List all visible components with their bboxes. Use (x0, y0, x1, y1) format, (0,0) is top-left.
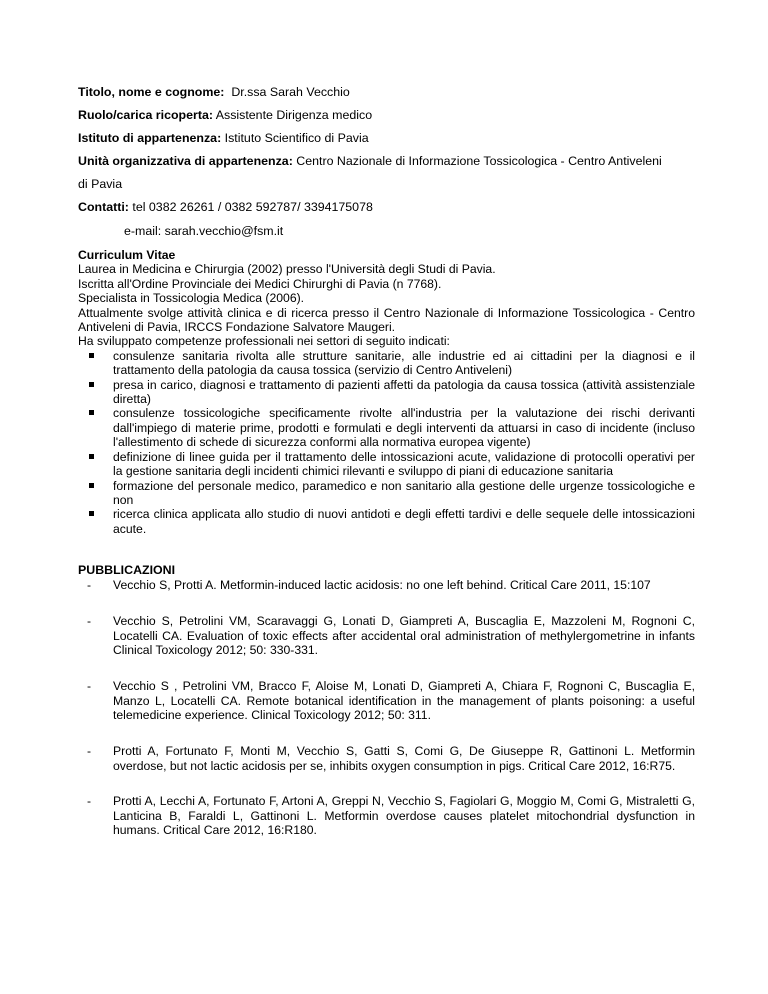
field-titolo-label: Titolo, nome e cognome (78, 85, 221, 99)
dash-bullet: - (87, 744, 92, 758)
square-bullet-icon (89, 454, 94, 459)
cv-bullet-item: consulenze tossicologiche specificamente rivolte all'industria per la valutazione dei rischi derivanti dall'impiego di materie prime, prodotti e formulati e degli interventi da attuarsi in caso di incidente (incluso l'allestimento di schede di sicurezza conformi alla normativa europea vigente) (78, 406, 695, 449)
field-contatti (78, 199, 373, 215)
dash-bullet: - (87, 614, 92, 628)
cv-bullet-item: definizione di linee guida per il trattamento delle intossicazioni acute, validazione di protocolli operativi per la gestione sanitaria degli incidenti chimici rilevanti e sviluppo di piani di educazione sanitaria (78, 450, 695, 479)
square-bullet-icon (89, 382, 94, 387)
cv-section (78, 248, 695, 536)
publications-title: PUBBLICAZIONI (78, 563, 176, 577)
field-contatti-value: tel 0382 26261 / 0382 592787/ 3394175078 (132, 200, 373, 214)
field-email: e-mail: sarah.vecchio@fsm.it (124, 224, 284, 238)
publication-text: Protti A, Fortunato F, Monti M, Vecchio S, Gatti S, Comi G, De Giuseppe R, Gattinoni L. Metformin overdose, but not lactic acidosis per se, inhibits oxygen consumption in pigs. Critical Care 2012, 16:R75. (113, 744, 695, 773)
field-contatti-label: Contatti: (78, 200, 129, 214)
publication-text: Protti A, Lecchi A, Fortunato F, Artoni A, Greppi N, Vecchio S, Fagiolari G, Moggio M, Comi G, Mistraletti G, Lanticina B, Faraldi L, Gattinoni L. Metformin overdose causes platelet mitochondrial dysfunction in humans. Critical Care 2012, 16:R180. (113, 794, 695, 838)
cv-bullet-item: consulenze sanitaria rivolta alle strutture sanitarie, alle industrie ed ai cittadini per la diagnosi e il trattamento della patologia da causa tossica (servizio di Centro Antiveleni) (78, 349, 695, 378)
square-bullet-icon (89, 410, 94, 415)
field-istituto-value: Istituto Scientifico di Pavia (224, 131, 369, 145)
field-ruolo: Ruolo/carica ricoperta: Assistente Dirigenza medico (78, 108, 373, 122)
field-unita-line2: di Pavia (78, 177, 123, 191)
cv-line: Iscritta all'Ordine Provinciale dei Medici Chirurghi di Pavia (n 7768). (78, 276, 442, 291)
publication-text: Vecchio S, Protti A. Metformin-induced lactic acidosis: no one left behind. Critical Care 2011, 15:107 (113, 578, 651, 592)
publication-text: Vecchio S, Petrolini VM, Scaravaggi G, Lonati D, Giampreti A, Buscaglia E, Mazzoleni M, Rognoni C, Locatelli CA. Evaluation of toxic effects after accidental oral administration of methylergometrine in infants Clinical Toxicology 2012; 50: 330-331. (113, 614, 695, 658)
cv-bullet-item: ricerca clinica applicata allo studio di nuovi antidoti e degli effetti tardivi e delle sequele delle intossicazioni acute. (78, 507, 695, 536)
square-bullet-icon (89, 353, 94, 358)
cv-bullet-list (78, 349, 695, 536)
field-ruolo-value: Assistente Dirigenza medico (215, 108, 373, 122)
publication-item (78, 794, 695, 838)
cv-title: Curriculum Vitae (78, 248, 176, 262)
dash-bullet: - (87, 679, 92, 693)
field-unita-label: Unità organizzativa di appartenenza (78, 154, 289, 168)
field-titolo-value: Dr.ssa Sarah Vecchio (231, 85, 350, 99)
field-istituto: Istituto di appartenenza: Istituto Scientifico di Pavia (78, 131, 369, 145)
field-titolo: Titolo, nome e cognome: Dr.ssa Sarah Vecchio (78, 85, 350, 99)
square-bullet-icon (89, 483, 94, 488)
field-istituto-label: Istituto di appartenenza (78, 131, 218, 145)
publication-item (78, 679, 695, 723)
dash-bullet: - (87, 578, 92, 592)
cv-line: Laurea in Medicina e Chirurgia (2002) presso l'Università degli Studi di Pavia. (78, 262, 496, 277)
square-bullet-icon (89, 511, 94, 516)
cv-line: Specialista in Tossicologia Medica (2006). (78, 291, 305, 306)
publication-item (78, 578, 695, 593)
publication-item (78, 614, 695, 658)
field-unita: Unità organizzativa di appartenenza: Centro Nazionale di Informazione Tossicologica - Centro Antiveleni (78, 154, 662, 168)
cv-bullet-item: presa in carico, diagnosi e trattamento di pazienti affetti da patologia da causa tossica (attività assistenziale diretta) (78, 378, 695, 407)
field-unita-value-line1: Centro Nazionale di Informazione Tossicologica - Centro Antiveleni (296, 154, 662, 168)
publication-text: Vecchio S , Petrolini VM, Bracco F, Aloise M, Lonati D, Giampreti A, Chiara F, Rognoni C, Buscaglia E, Manzo L, Locatelli CA. Remote botanical identification in the management of plants poisoning: a useful telemedicine experience. Clinical Toxicology 2012; 50: 311. (113, 679, 695, 723)
cv-line: Attualmente svolge attività clinica e di ricerca presso il Centro Nazionale di Informazione Tossicologica - Centro Antiveleni di Pavia, IRCCS Fondazione Salvatore Maugeri. (78, 305, 695, 335)
field-ruolo-label: Ruolo/carica ricoperta (78, 108, 209, 122)
cv-bullet-item: formazione del personale medico, paramedico e non sanitario alla gestione delle urgenze tossicologiche e non (78, 479, 695, 508)
publication-item (78, 744, 695, 773)
cv-line: Ha sviluppato competenze professionali nei settori di seguito indicati: (78, 334, 450, 349)
dash-bullet: - (87, 794, 92, 808)
